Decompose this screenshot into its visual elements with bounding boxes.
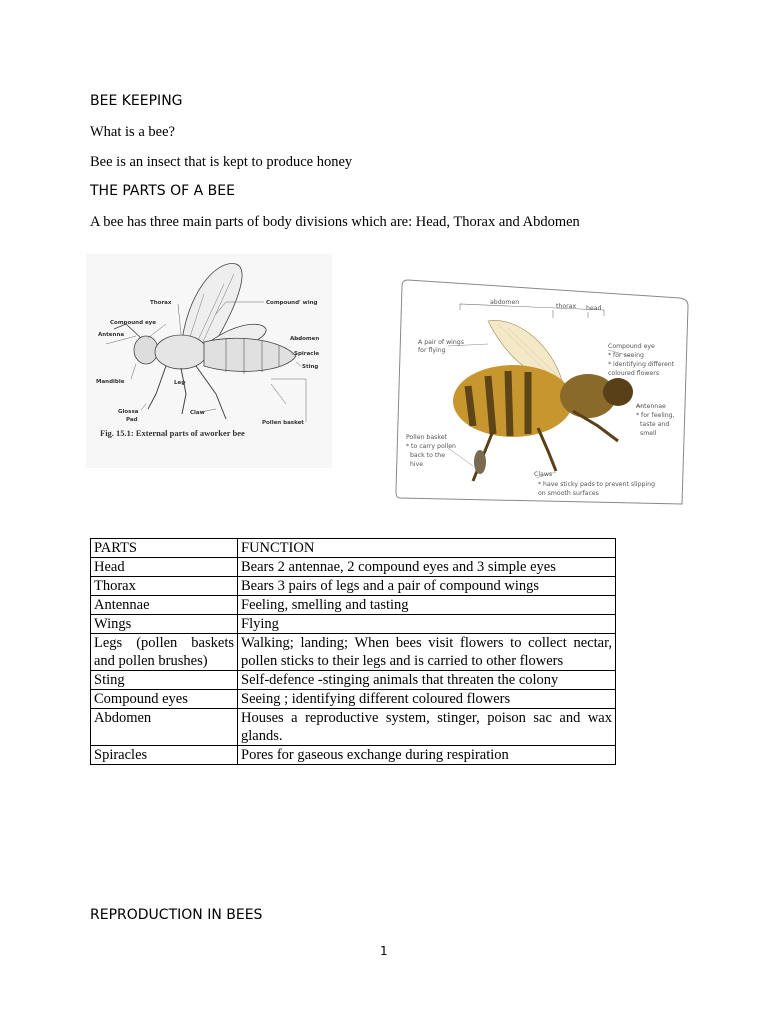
label-claw: Claw (190, 410, 205, 416)
table-row (91, 634, 616, 671)
rlabel-thorax: thorax (556, 303, 577, 310)
rlabel-eye-1: Compound eye (608, 343, 655, 350)
worker-bee-diagram (86, 254, 332, 468)
table-header-row (91, 539, 616, 558)
rlabel-abdomen: abdomen (490, 299, 520, 306)
part-cell: Head (91, 558, 238, 577)
function-cell: Bears 3 pairs of legs and a pair of compound wings (238, 577, 616, 596)
table-row (91, 615, 616, 634)
part-cell: Antennae (91, 596, 238, 615)
rlabel-claw-1: Claws (534, 471, 553, 478)
rlabel-wings-2: for flying (418, 347, 446, 354)
rlabel-ant-3: taste and (640, 421, 670, 428)
label-pollen-basket: Pollen basket (262, 420, 304, 426)
answer-text: Bee is an insect that is kept to produce honey (90, 154, 353, 170)
function-cell: Pores for gaseous exchange during respiration (238, 746, 616, 765)
table-row (91, 709, 616, 746)
label-antenna: Antenna (98, 332, 125, 338)
rlabel-claw-3: on smooth surfaces (538, 490, 599, 497)
figure-caption: Fig. 15.1: External parts of aworker bee (100, 428, 245, 438)
question-text: What is a bee? (90, 124, 175, 140)
rlabel-head: head (586, 305, 602, 312)
label-thorax: Thorax (150, 300, 172, 306)
function-cell: Self-defence -stinging animals that threaten the colony (238, 671, 616, 690)
rlabel-eye-4: coloured flowers (608, 370, 660, 377)
label-compound-eye: Compound eye (110, 320, 156, 326)
function-cell: Bears 2 antennae, 2 compound eyes and 3 simple eyes (238, 558, 616, 577)
label-spiracle: Spiracle (294, 351, 320, 357)
rlabel-eye-2: * for seeing (608, 352, 644, 359)
rlabel-ant-4: smell (640, 430, 657, 437)
table-row (91, 671, 616, 690)
label-glossa: Glossa (118, 409, 139, 415)
function-cell: Flying (238, 615, 616, 634)
rlabel-pb-4: hive (410, 461, 424, 468)
bee-parts-table (90, 538, 616, 765)
rlabel-wings-1: A pair of wings (418, 339, 464, 346)
heading-reproduction: REPRODUCTION IN BEES (90, 907, 263, 923)
table-header-cell: PARTS (91, 539, 238, 558)
table-row (91, 746, 616, 765)
function-cell: Feeling, smelling and tasting (238, 596, 616, 615)
rlabel-ant-1: Antennae (636, 403, 666, 410)
table-header-cell: FUNCTION (238, 539, 616, 558)
rlabel-eye-3: * identifying different (608, 361, 675, 368)
rlabel-ant-2: * for feeling, (636, 412, 675, 419)
function-cell: Houses a reproductive system, stinger, poison sac and wax glands. (238, 709, 616, 746)
table-row (91, 577, 616, 596)
rlabel-pb-1: Pollen basket (406, 434, 447, 441)
rlabel-claw-2: * have sticky pads to prevent slipping (538, 481, 655, 488)
heading-parts-of-bee: THE PARTS OF A BEE (90, 183, 235, 199)
label-leg: Leg (174, 380, 186, 386)
label-mandible: Mandible (96, 379, 125, 385)
bee-parts-illustration (388, 266, 690, 510)
table-row (91, 596, 616, 615)
part-cell: Wings (91, 615, 238, 634)
part-cell: Thorax (91, 577, 238, 596)
rlabel-pb-2: * to carry pollen (406, 443, 456, 450)
function-cell: Walking; landing; When bees visit flowers to collect nectar, pollen sticks to their legs and is carried to other flowers (238, 634, 616, 671)
label-sting: Sting (302, 364, 319, 370)
table-row (91, 690, 616, 709)
function-cell: Seeing ; identifying different coloured flowers (238, 690, 616, 709)
part-cell: Sting (91, 671, 238, 690)
rlabel-pb-3: back to the (410, 452, 446, 459)
part-cell: Compound eyes (91, 690, 238, 709)
label-pad: Pad (126, 417, 138, 423)
page-number: 1 (380, 944, 388, 958)
part-cell: Spiracles (91, 746, 238, 765)
part-cell: Abdomen (91, 709, 238, 746)
table-row (91, 558, 616, 577)
part-cell: Legs (pollen baskets and pollen brushes) (91, 634, 238, 671)
heading-bee-keeping: BEE KEEPING (90, 93, 183, 109)
parts-intro-text: A bee has three main parts of body divisions which are: Head, Thorax and Abdomen (90, 214, 580, 230)
label-compound-wing: Compound' wing (266, 300, 318, 306)
label-abdomen: Abdomen (290, 336, 320, 342)
